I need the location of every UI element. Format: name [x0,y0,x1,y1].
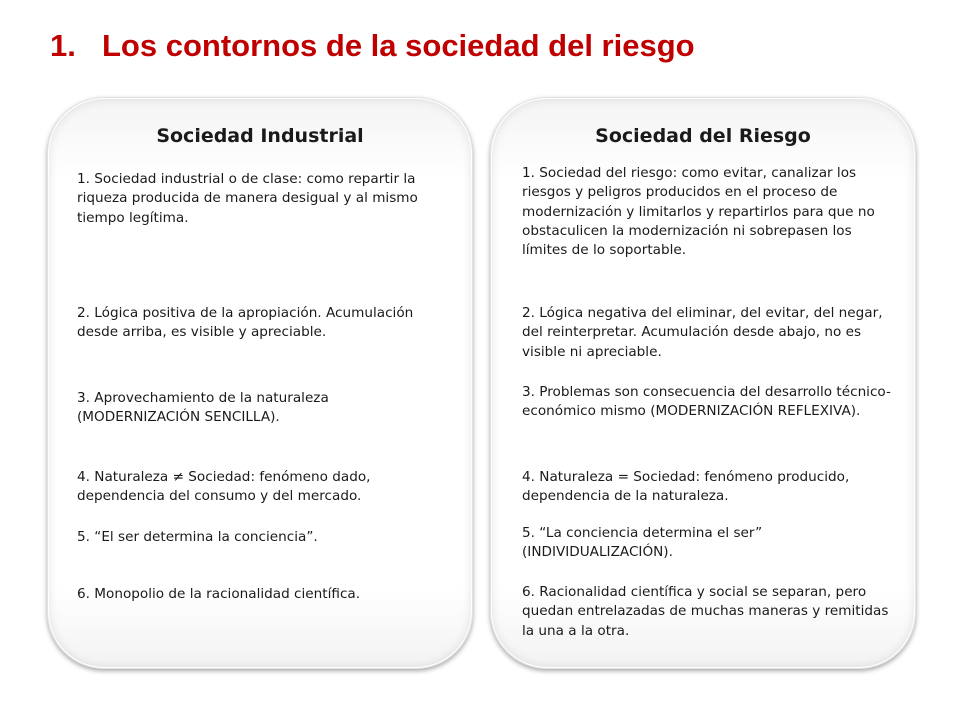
risk-point-2: 2. Lógica negativa del eliminar, del evitar, del negar, del reinterpretar. Acumulación desde abajo, no es visible ni apreciable. [522,305,883,360]
industrial-point-3: 3. Aprovechamiento de la naturaleza (MODERNIZACIÓN SENCILLA). [77,390,329,426]
slide-title [50,28,695,64]
slide-title-text: Los contornos de la sociedad del riesgo [102,28,695,63]
risk-point-3: 3. Problemas son consecuencia del desarrollo técnico-económico mismo (MODERNIZACIÓN REFLEXIVA). [522,384,891,420]
risk-society-panel [491,98,915,668]
risk-point-5: 5. “La conciencia determina el ser” (INDIVIDUALIZACIÓN). [522,525,763,561]
slide-title-number: 1. [50,28,76,63]
risk-point-6: 6. Racionalidad científica y social se separan, pero quedan entrelazadas de muchas maneras y remitidas la una a la otra. [522,584,889,639]
risk-point-4: 4. Naturaleza = Sociedad: fenómeno producido, dependencia de la naturaleza. [522,469,850,505]
industrial-point-5: 5. “El ser determina la conciencia”. [77,529,318,545]
industrial-point-1: 1. Sociedad industrial o de clase: como repartir la riqueza producida de manera desigual y al mismo tiempo legítima. [77,171,418,226]
industrial-society-title: Sociedad Industrial [156,125,364,147]
industrial-society-panel [48,98,472,668]
risk-society-title: Sociedad del Riesgo [595,125,811,147]
industrial-point-4: 4. Naturaleza ≠ Sociedad: fenómeno dado, dependencia del consumo y del mercado. [77,469,371,505]
industrial-point-6: 6. Monopolio de la racionalidad científica. [77,586,361,602]
industrial-point-2: 2. Lógica positiva de la apropiación. Acumulación desde arriba, es visible y apreciable. [77,305,414,341]
risk-point-1: 1. Sociedad del riesgo: como evitar, canalizar los riesgos y peligros producidos en el proceso de modernización y limitarlos y repartirlos para que no obstaculicen la modernización ni sobrepasen los límites de lo soportable. [522,165,875,259]
